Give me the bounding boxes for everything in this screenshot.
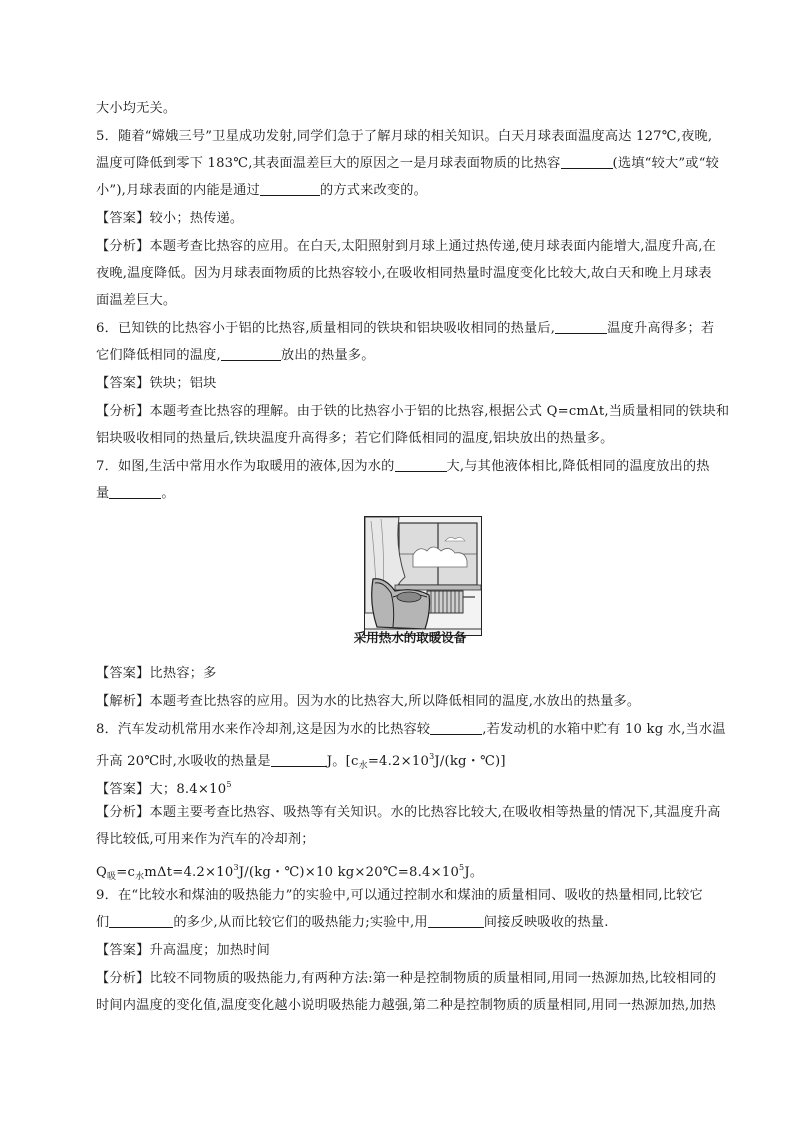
line-text: 们 (96, 915, 110, 930)
line-text: 【答案】铁块；铝块 (96, 376, 217, 391)
line-text: 面温差巨大。 (96, 293, 177, 308)
line-text: 【分析】本题考查比热容的理解。由于铁的比热容小于铝的比热容,根据公式 Q=cmΔt,当质量相同的铁块和 (96, 404, 730, 419)
line-text: 大小均无关。 (96, 101, 177, 116)
subscript: 吸 (107, 872, 117, 882)
line-text: 放出的热量多。 (280, 348, 375, 363)
line-text: (选填“较大”或“较 (612, 156, 720, 171)
superscript: 3 (429, 752, 435, 761)
line-text: 温度可降低到零下 183℃,其表面温差巨大的原因之一是月球表面物质的比热容 (96, 156, 561, 171)
line-text: mΔt=4.2×10 (144, 865, 234, 880)
line-text: J/(kg・℃)×10 kg×20℃=8.4×10 (238, 865, 460, 880)
subscript: 水 (135, 872, 145, 882)
line-text: 夜晚,温度降低。因为月球表面物质的比热容较小,在吸收相同热量时温度变化比较大,故白天和晚上月球表 (96, 266, 712, 281)
subscript: 水 (358, 761, 368, 771)
answer-blank[interactable] (428, 913, 484, 928)
line-text: 【答案】比热容；多 (96, 666, 217, 681)
question-5-line-3 (96, 178, 724, 204)
question-9-line-2 (96, 910, 724, 936)
question-6-line-2 (96, 343, 724, 369)
line-text: 【分析】本题主要考查比热容、吸热等有关知识。水的比热容比较大,在吸收相等热量的情况下,其温度升高 (96, 805, 721, 820)
line-text: =c (116, 865, 136, 880)
line-text: 小”),月球表面的内能是通过 (96, 183, 260, 198)
analysis-9-line-2 (96, 993, 724, 1019)
analysis-6-line-2 (96, 426, 724, 452)
analysis-8-line-1 (96, 800, 724, 826)
superscript: 5 (459, 863, 465, 872)
question-9-line-1 (96, 883, 724, 909)
line-text: 铝块吸收相同的热量后,铁块温度升高得多；若它们降低相同的温度,铝块放出的热量多。 (96, 431, 614, 446)
answer-7 (96, 661, 724, 687)
analysis-5-line-2 (96, 261, 724, 287)
analysis-5-line-3 (96, 288, 724, 314)
question-6-line-1 (96, 316, 724, 342)
answer-9 (96, 938, 724, 964)
line-text: 大,与其他液体相比,降低相同的温度放出的热 (446, 459, 710, 474)
line-text: 【解析】本题考查比热容的应用。因为水的比热容大,所以降低相同的温度,水放出的热量多。 (96, 694, 641, 709)
line-text: 【答案】大；8.4×10 (96, 782, 227, 797)
line-text: J。[c (326, 754, 359, 769)
line-text: 【答案】升高温度；加热时间 (96, 943, 271, 958)
answer-blank[interactable] (395, 457, 447, 472)
analysis-5-line-1 (96, 234, 724, 260)
answer-blank[interactable] (430, 720, 482, 735)
answer-6 (96, 371, 724, 397)
answer-blank[interactable] (221, 346, 281, 361)
answer-8 (96, 772, 724, 803)
line-text: 【分析】本题考查比热容的应用。在白天,太阳照射到月球上通过热传递,使月球表面内能增大,温度升高,在 (96, 239, 717, 254)
line-text: 【答案】较小；热传递。 (96, 211, 244, 226)
answer-blank[interactable] (109, 913, 173, 928)
line-text: 7．如图,生活中常用水作为取暖用的液体,因为水的 (96, 459, 395, 474)
answer-blank[interactable] (260, 181, 320, 196)
answer-blank[interactable] (109, 484, 161, 499)
line-text: J。 (464, 865, 484, 880)
line-text: 时间内温度的变化值,温度变化越小说明吸热能力越强,第二种是控制物质的质量相同,用同一热源加热,加热 (96, 998, 717, 1013)
line-text: 【分析】比较不同物质的吸热能力,有两种方法:第一种是控制物质的质量相同,用同一热源加热,比较相同的 (96, 971, 717, 986)
line-text: 的方式来改变的。 (319, 183, 428, 198)
line-text: =4.2×10 (367, 754, 430, 769)
text-line (96, 96, 724, 122)
analysis-9-line-1 (96, 966, 724, 992)
answer-blank[interactable] (271, 752, 327, 767)
line-text: Q (96, 865, 108, 880)
line-text: 8．汽车发动机常用水来作冷却剂,这是因为水的比热容较 (96, 722, 431, 737)
analysis-6-line-1 (96, 399, 730, 425)
line-text: 的多少,从而比较它们的吸热能力;实验中,用 (173, 915, 428, 930)
line-text: 得比较低,可用来作为汽车的冷却剂； (96, 832, 315, 847)
superscript: 3 (233, 863, 239, 872)
analysis-7 (96, 689, 724, 715)
question-7-line-2 (96, 481, 724, 507)
question-5-line-2 (96, 151, 724, 177)
answer-blank[interactable] (555, 319, 607, 334)
question-5-line-1 (96, 124, 724, 150)
question-7-line-1 (96, 454, 724, 480)
line-text: 6．已知铁的比热容小于铝的比热容,质量相同的铁块和铝块吸收相同的热量后, (96, 321, 556, 336)
line-text: 升高 20℃时,水吸收的热量是 (96, 754, 271, 769)
line-text: J/(kg・℃)] (434, 754, 506, 769)
analysis-8-line-2 (96, 827, 724, 853)
line-text: 间接反映吸收的热量. (483, 915, 609, 930)
question-8-line-1 (96, 717, 724, 743)
line-text: 5．随着“嫦娥三号”卫星成功发射,同学们急于了解月球的相关知识。白天月球表面温度高达 127℃,夜晚, (96, 129, 713, 144)
line-text: 。 (161, 486, 175, 501)
superscript: 5 (226, 780, 232, 789)
radiator-room-drawing (365, 517, 481, 635)
line-text: ,若发动机的水箱中贮有 10 kg 水,当水温 (482, 722, 726, 737)
line-text: 量 (96, 486, 110, 501)
figure-caption: 采用热水的取暖设备 (353, 630, 467, 645)
line-text: 9．在“比较水和煤油的吸热能力”的实验中,可以通过控制水和煤油的质量相同、吸收的热量相同,比较它 (96, 888, 703, 903)
answer-blank[interactable] (561, 154, 613, 169)
line-text: 温度升高得多；若 (607, 321, 715, 336)
line-text: 它们降低相同的温度, (96, 348, 221, 363)
answer-5 (96, 206, 724, 232)
radiator-room-illustration (364, 516, 482, 636)
